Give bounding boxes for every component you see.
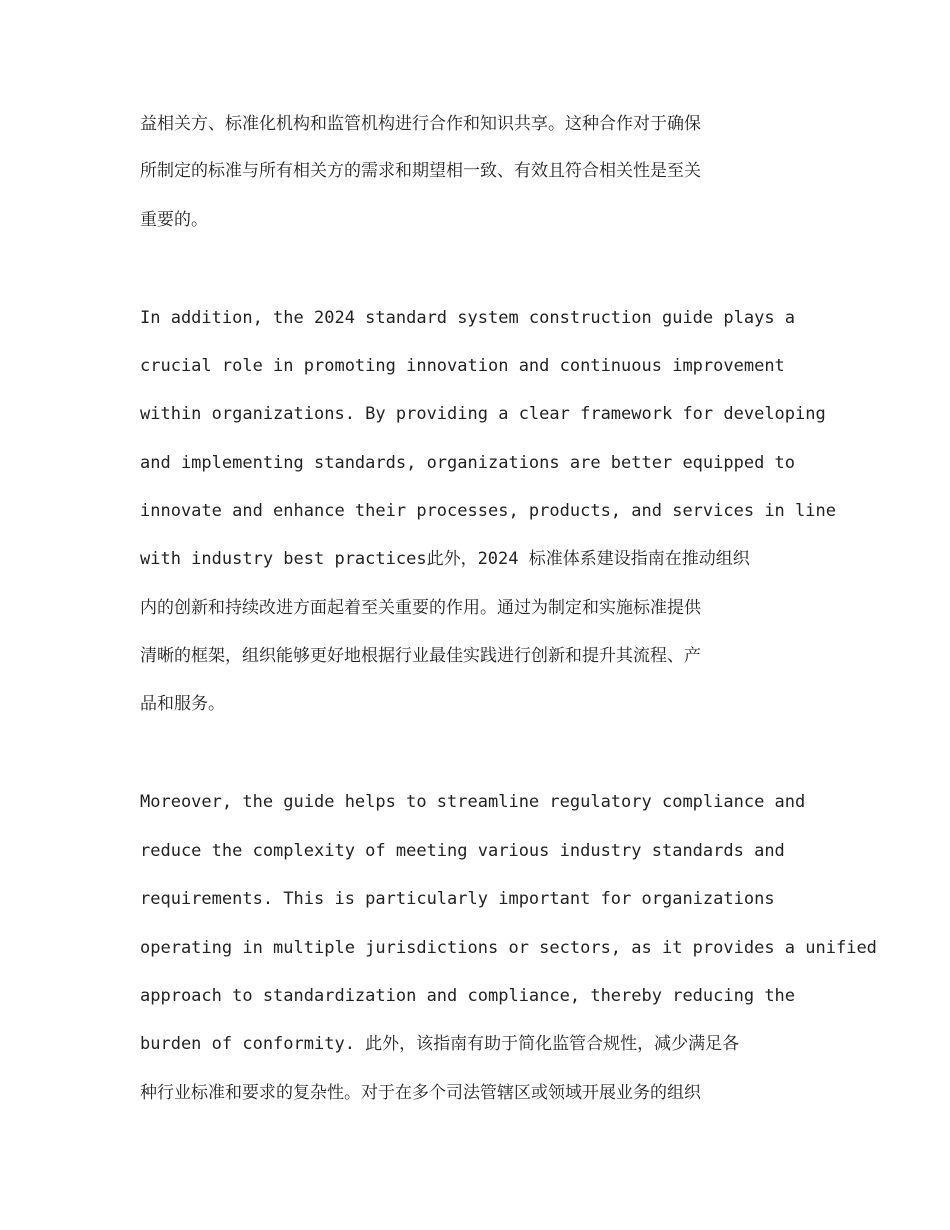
text-line: operating in multiple jurisdictions or sectors, as it provides a unified [140, 938, 877, 958]
text-line: reduce the complexity of meeting various industry standards and [140, 841, 785, 861]
text-line: and implementing standards, organizations are better equipped to [140, 453, 796, 473]
text-line: 清晰的框架，组织能够更好地根据行业最佳实践进行创新和提升其流程、产 [140, 646, 701, 666]
text-line: requirements. This is particularly important for organizations [140, 889, 775, 909]
text-line: burden of conformity. 此外，该指南有助于简化监管合规性，减少满足各 [140, 1034, 740, 1054]
text-line: 重要的。 [140, 210, 208, 230]
text-line: 所制定的标准与所有相关方的需求和期望相一致、有效且符合相关性是至关 [140, 161, 701, 181]
text-line: 内的创新和持续改进方面起着至关重要的作用。通过为制定和实施标准提供 [140, 598, 701, 618]
text-line: Moreover, the guide helps to streamline regulatory compliance and [140, 792, 806, 812]
text-line: crucial role in promoting innovation and continuous improvement [140, 356, 785, 376]
text-line: approach to standardization and compliance, thereby reducing the [140, 986, 796, 1006]
text-line: 种行业标准和要求的复杂性。对于在多个司法管辖区或领域开展业务的组织 [140, 1083, 701, 1103]
text-line: 益相关方、标准化机构和监管机构进行合作和知识共享。这种合作对于确保 [140, 114, 701, 134]
text-line: within organizations. By providing a clear framework for developing [140, 404, 826, 424]
text-line: In addition, the 2024 standard system construction guide plays a [140, 308, 796, 328]
text-line: with industry best practices此外，2024 标准体系建设指南在推动组织 [140, 549, 750, 569]
text-line: 品和服务。 [140, 694, 225, 714]
text-line: innovate and enhance their processes, products, and services in line [140, 501, 836, 521]
